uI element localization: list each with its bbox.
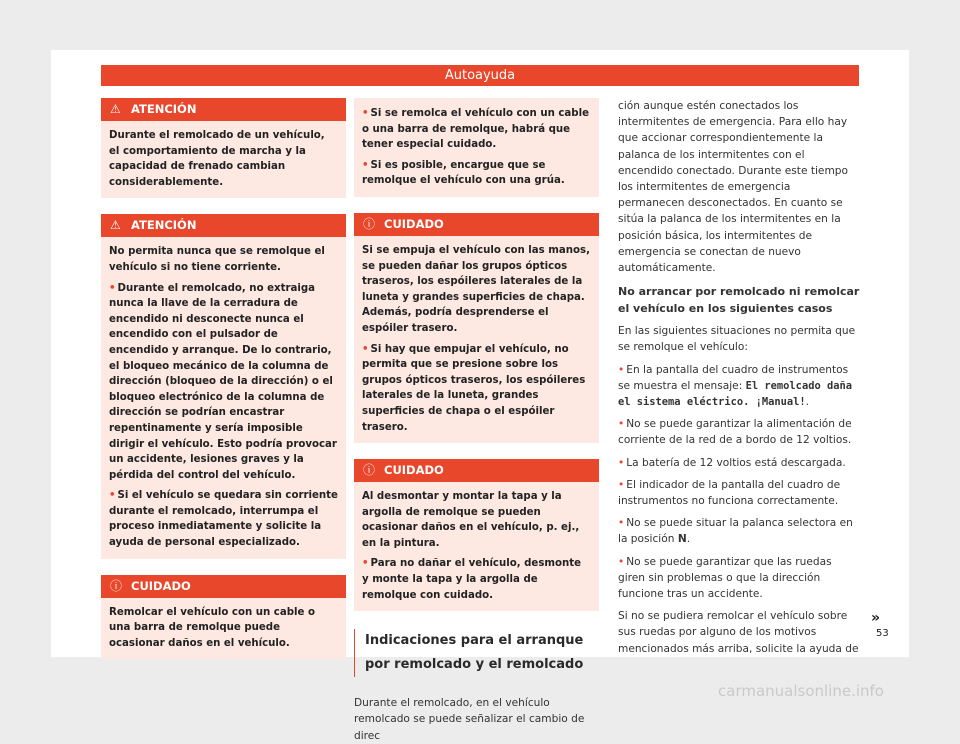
bullet-dot-icon: • [109,282,116,294]
warning-bullet [109,488,338,550]
bullet-dot-icon: • [362,558,369,570]
page-number: 53 [876,628,889,639]
condition-text: . [805,396,810,409]
section-paragraph: Durante el remolcado, en el vehículo remolcado se puede señalizar el cambio de direc [354,697,585,742]
caution-heading: CUIDADO [131,578,191,593]
caution-box-2 [354,213,599,443]
bullet-dot-icon: • [109,490,116,502]
condition-text: No se puede garantizar que las ruedas giren sin problemas o que la dirección funcione tras un accidente. [618,555,832,601]
warning-text: Durante el remolcado de un vehículo, el comportamiento de marcha y la capacidad de frenado cambian considerablemente. [109,130,325,188]
page-header [101,65,859,86]
display-message: El remolcado daña el sistema eléctrico. ¡Manual! [618,379,852,409]
warning-box-1 [101,98,346,198]
caution-bullet [362,556,591,603]
warning-body-1 [101,121,346,198]
warning-triangle-icon: ⚠ [110,218,121,233]
header-title: Autoayuda [444,68,516,83]
bullet-dot-icon: • [618,555,625,568]
warning-triangle-icon: ⚠ [110,102,121,116]
section-text [354,695,599,742]
condition-text: No se puede garantizar la alimentación de corriente de la red de a bordo de 12 voltios. [618,418,852,447]
caution-box-1 [101,575,346,660]
caution-header-1 [101,575,346,598]
continue-mark: » [871,610,881,626]
column-1 [101,98,346,675]
bullet-dot-icon: • [362,343,369,355]
warning-bullet [362,158,591,189]
warning-bullet [109,281,338,484]
info-circle-icon: ⓘ [363,463,376,478]
caution-body-1 [101,598,346,660]
warning-header-1 [101,98,346,121]
caution-heading: CUIDADO [384,216,444,231]
condition-text: No se puede situar la palanca selectora en la posición [618,517,853,546]
subsection-title: No arrancar por remolcado ni remolcar el vehículo en los siguientes casos [618,285,860,315]
caution-header-2 [354,213,599,236]
caution-intro: Al desmontar y montar la tapa y la argolla de remolque se pueden ocasionar daños en el vehículo, p. ej., en la pintura. [362,491,580,549]
bullet-dot-icon: • [362,108,369,119]
warning-body-2 [101,237,346,558]
bullet-text: Si se remolca el vehículo con un cable o una barra de remolque, habrá que tener especial cuidado. [362,108,589,151]
warning-body-continued [354,98,599,197]
warning-box-2 [101,214,346,558]
caution-bullet [362,342,591,436]
bullet-text: Durante el remolcado, no extraiga nunca la llave de la cerradura de encendido ni desconecte nunca el encendido con el pulsador de encendido y arranque. De lo contrario, el bloqueo mecánico de la columna de dirección (bloqueo de la dirección) o el bloqueo electrónico de la columna de dirección se podrían encastrar repentinamente y sería imposible dirigir el vehículo. Esto podría provocar un accidente, lesiones graves y la pérdida del control del vehículo. [109,282,337,481]
bullet-text: Si hay que empujar el vehículo, no permita que se presione sobre los grupos ópticos traseros, los espóileres laterales de la luneta, grandes superficies de chapa o el espóiler trasero. [362,343,586,433]
caution-body-2 [354,236,599,443]
bullet-dot-icon: • [618,418,625,431]
bullet-dot-icon: • [618,363,625,376]
caution-intro: Si se empuja el vehículo con las manos, se pueden dañar los grupos ópticos traseros, los espóileres laterales de la luneta y grandes superficies de chapa. Además, podría desprenderse el espóiler trasero. [362,244,590,334]
bullet-dot-icon: • [362,159,369,171]
section-title: Indicaciones para el arranque por remolcado y el remolcado [354,629,599,677]
info-circle-icon: ⓘ [363,216,376,231]
watermark: carmanualsonline.info [718,682,884,700]
warning-bullet [362,106,591,153]
condition-text: En la pantalla del cuadro de instrumentos se muestra el mensaje: [618,363,849,392]
column-2 [354,98,599,742]
bullet-text: Para no dañar el vehículo, desmonte y monte la tapa y la argolla de remolque con cuidado. [362,558,582,601]
condition-text: La batería de 12 voltios está descargada. [626,456,846,469]
bullet-text: Si el vehículo se quedara sin corriente durante el remolcado, interrumpa el proceso inmediatamente y solicite la ayuda de personal especializado. [109,490,338,549]
warning-heading: ATENCIÓN [131,218,197,233]
column-3-text [618,98,860,657]
warning-intro: No permita nunca que se remolque el vehículo si no tiene corriente. [109,246,325,273]
condition-item [618,362,860,411]
subsection-intro: En las siguientes situaciones no permita que se remolque el vehículo: [618,325,856,354]
warning-box-continued [354,98,599,197]
column-3 [618,98,860,663]
bullet-dot-icon: • [618,456,625,469]
condition-item [618,416,860,448]
closing-paragraph: Si no se pudiera remolcar el vehículo sobre sus ruedas por alguno de los motivos mencionados más arriba, solicite la ayuda de [618,610,859,655]
condition-text: . [686,533,691,546]
condition-item [618,477,860,509]
caution-heading: CUIDADO [384,463,444,478]
bullet-dot-icon: • [618,478,625,491]
warning-header-2 [101,214,346,237]
caution-body-3 [354,482,599,611]
info-circle-icon: ⓘ [110,578,123,593]
caution-box-3 [354,459,599,611]
condition-item [618,455,860,471]
condition-item [618,554,860,603]
condition-text: El indicador de la pantalla del cuadro de instrumentos no funciona correctamente. [618,478,841,508]
condition-item [618,515,860,547]
bullet-text: Si es posible, encargue que se remolque el vehículo con una grúa. [362,159,565,187]
section-paragraph-continued: ción aunque estén conectados los intermitentes de emergencia. Para ello hay que accionar correspondientemente la palanca de los intermitentes con el encendido conectado. Durante este tiempo los intermitentes de emergencia permanecen desconectados. En cuanto se sitúa la palanca de los intermitentes en la posición básica, los intermitentes de emergencia se conectan de nuevo automáticamente. [618,100,848,275]
bullet-dot-icon: • [618,517,625,530]
caution-header-3 [354,459,599,482]
warning-heading: ATENCIÓN [131,102,197,116]
selector-position: N [677,533,687,546]
caution-text: Remolcar el vehículo con un cable o una barra de remolque puede ocasionar daños en el vehículo. [109,606,315,649]
